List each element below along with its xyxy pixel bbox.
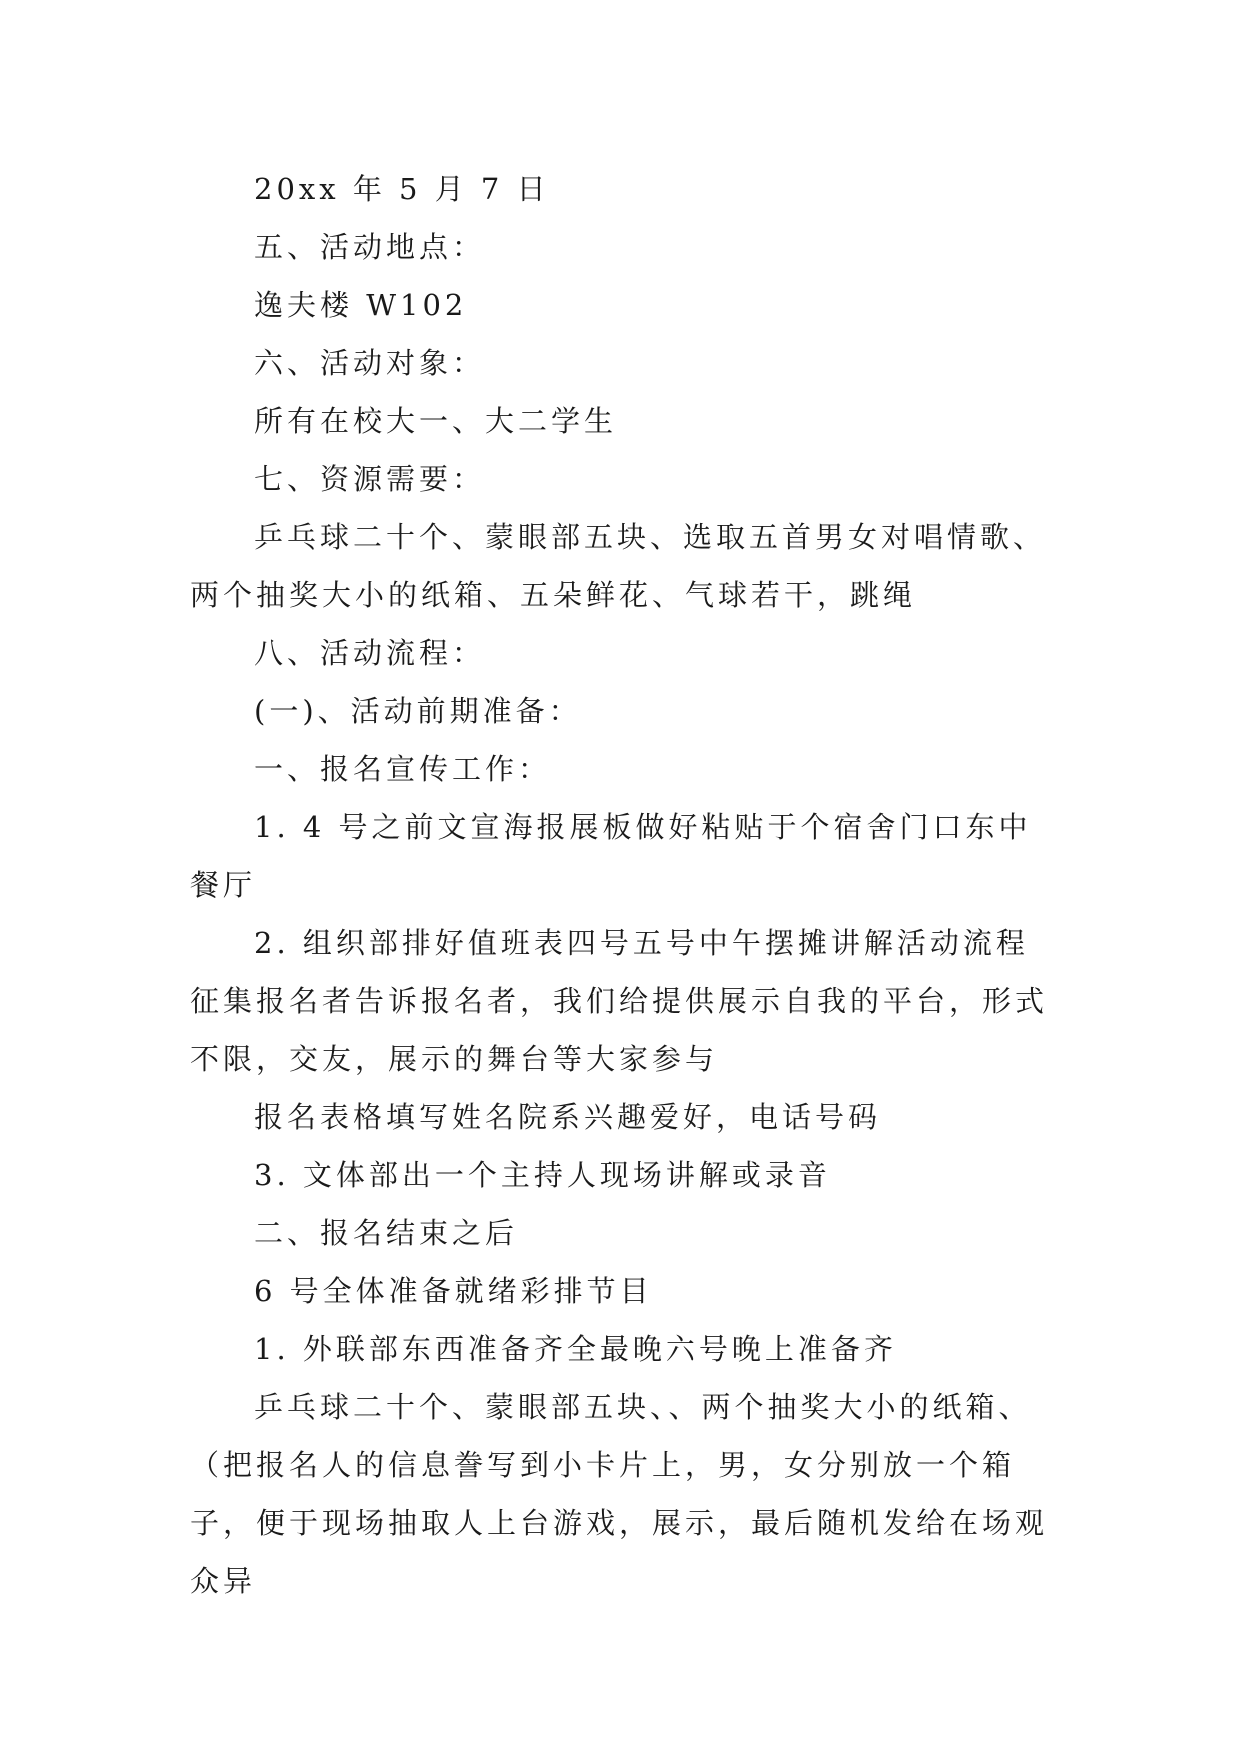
resources-text: 乒乓球二十个、蒙眼部五块、选取五首男女对唱情歌、两个抽奖大小的纸箱、五朵鲜花、气球若干，跳绳 [190,520,1047,612]
section-heading-audience: 六、活动对象： [254,346,486,380]
subsection-heading-preparation: (一)、活动前期准备： [254,694,582,728]
registration-form-text: 报名表格填写姓名院系兴趣爱好，电话号码 [254,1100,882,1134]
date-line: 20xx 年 5 月 7 日 [254,172,550,206]
materials-text: 乒乓球二十个、蒙眼部五块、、两个抽奖大小的纸箱、（把报名人的信息誊写到小卡片上，男，女分别放一个箱子，便于现场抽取人上台游戏，展示，最后随机发给在场观众异 [190,1390,1049,1598]
document-body [190,160,1060,1610]
subsection-heading-publicity: 一、报名宣传工作： [254,752,552,786]
audience-text: 所有在校大一、大二学生 [254,404,618,438]
location-text: 逸夫楼 W102 [254,288,468,322]
subsection-heading-after-registration: 二、报名结束之后 [254,1216,519,1250]
rehearsal-text: 6 号全体准备就绪彩排节目 [254,1274,653,1308]
section-heading-location: 五、活动地点： [254,230,486,264]
section-heading-resources: 七、资源需要： [254,462,486,496]
list-item-1: 1. 4 号之前文宣海报展板做好粘贴于个宿舍门口东中餐厅 [190,810,1032,902]
list-item-2: 2. 组织部排好值班表四号五号中午摆摊讲解活动流程征集报名者告诉报名者，我们给提供展示自我的平台，形式不限，交友，展示的舞台等大家参与 [190,926,1049,1076]
list-item-3: 3. 文体部出一个主持人现场讲解或录音 [254,1158,831,1192]
section-heading-process: 八、活动流程： [254,636,486,670]
list-item-external: 1. 外联部东西准备齐全最晚六号晚上准备齐 [254,1332,897,1366]
